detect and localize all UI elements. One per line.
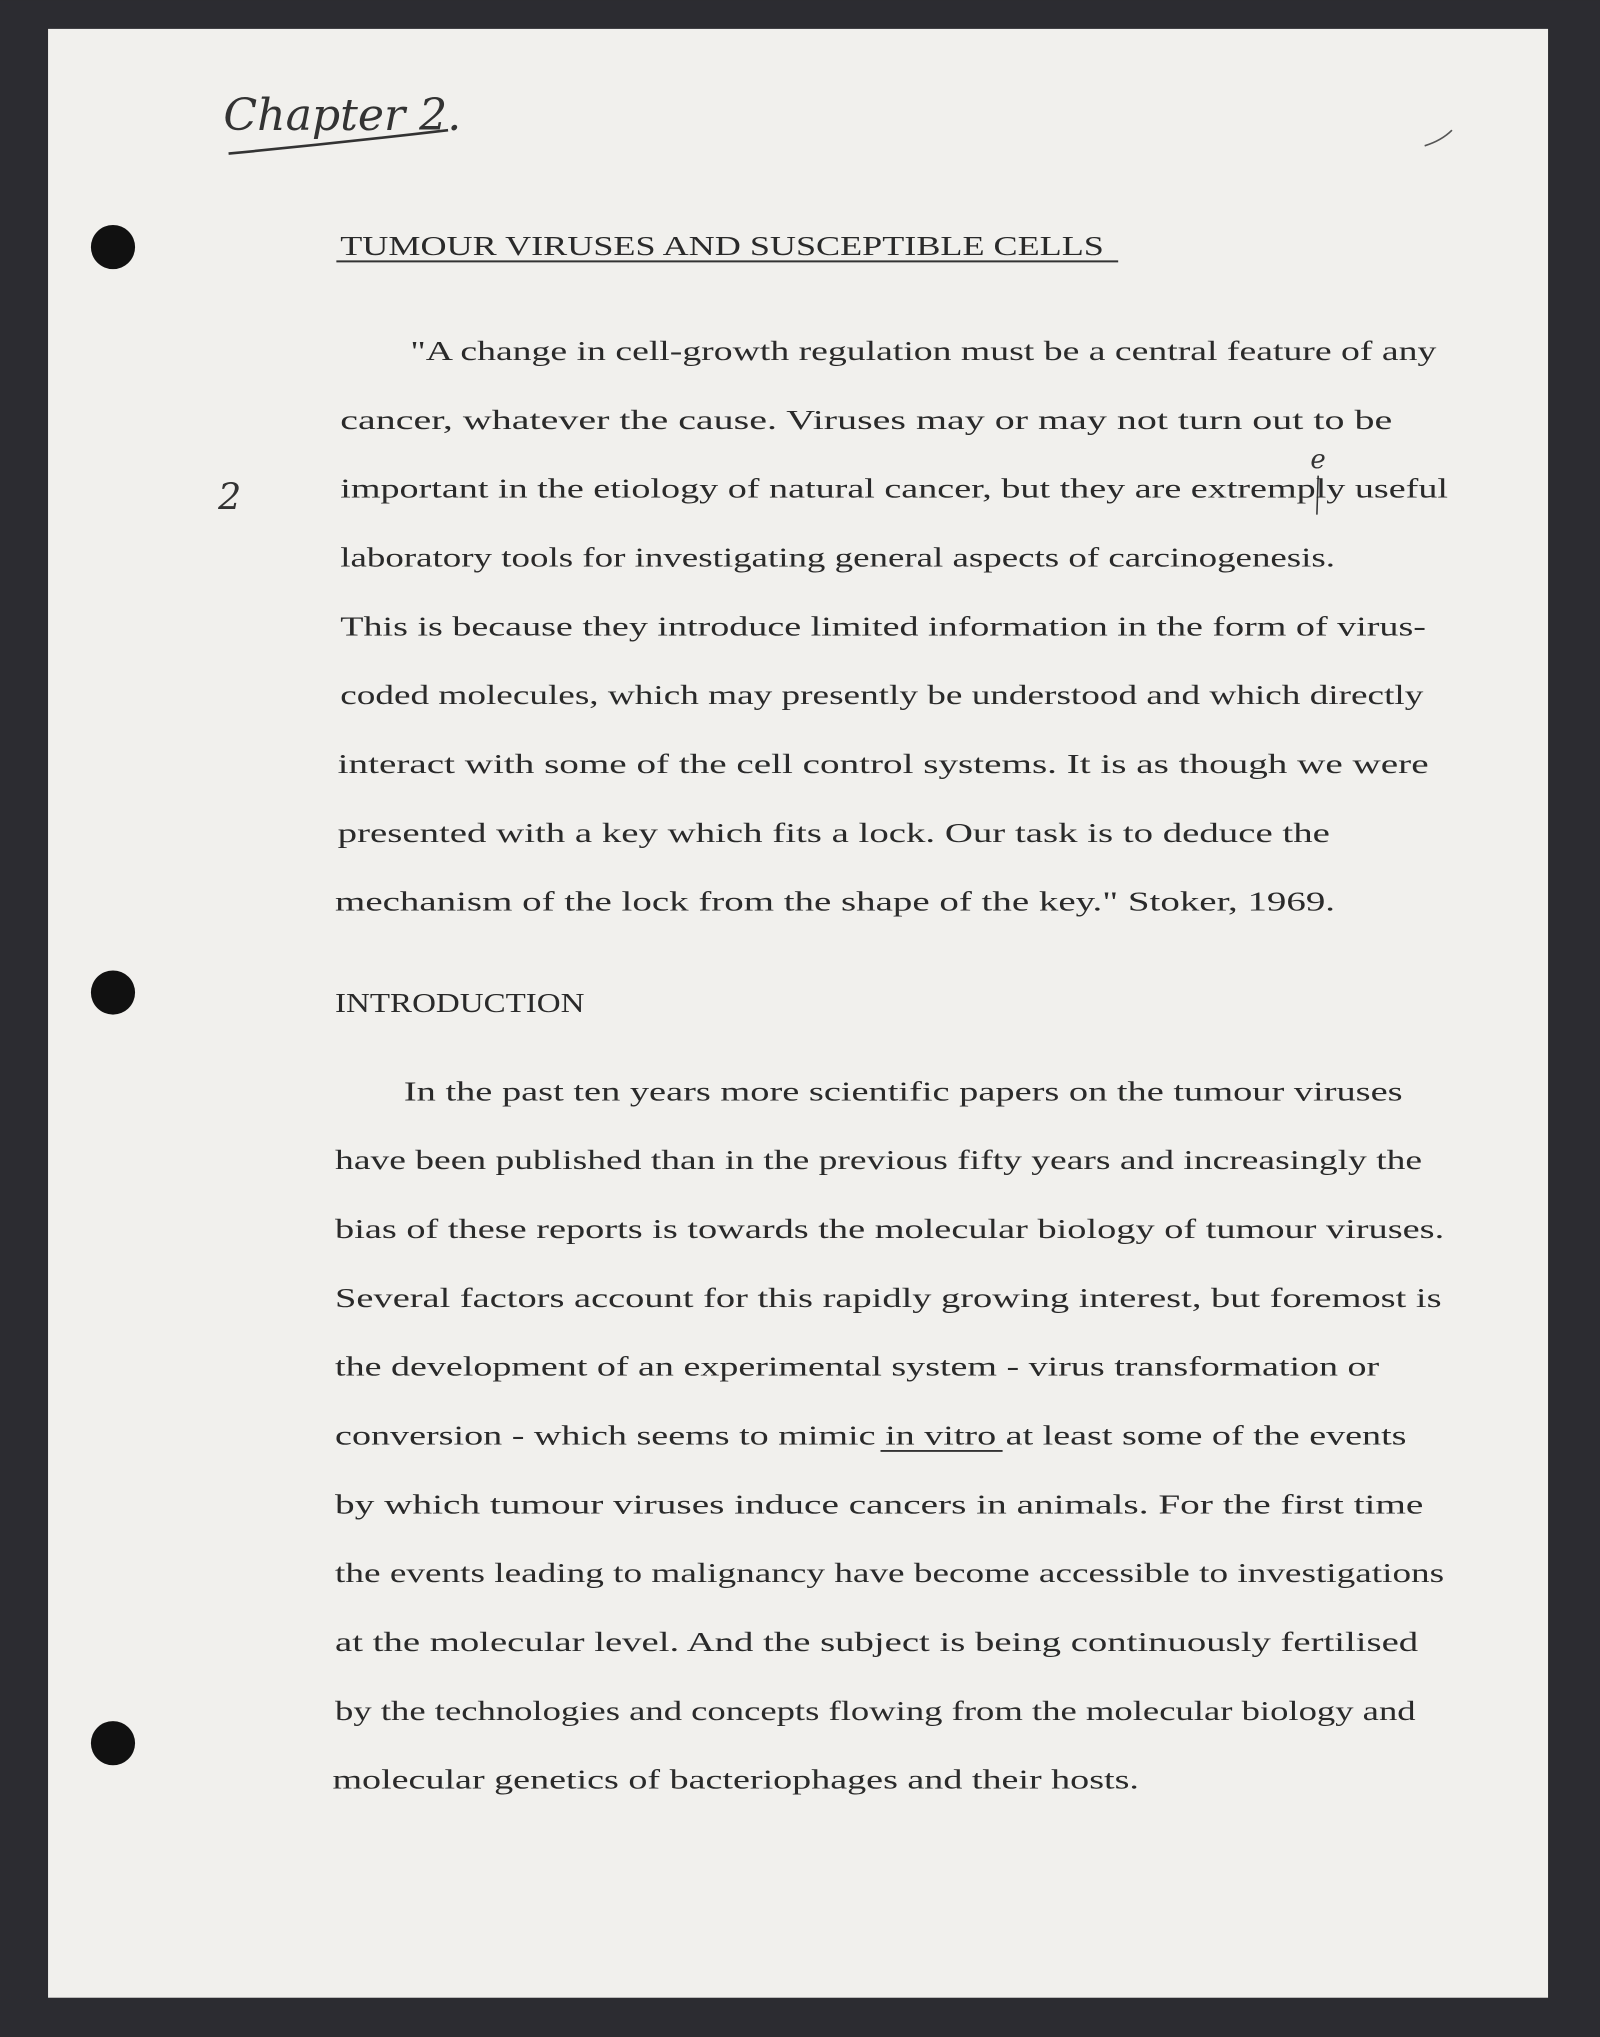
punch-hole (91, 970, 135, 1014)
handwritten-correction: e (1310, 444, 1326, 475)
text-line: In the past ten years more scientific papers on the tumour viruses (403, 1076, 1403, 1107)
text-line: "A change in cell-growth regulation must be a central feature of any (410, 336, 1437, 367)
epigraph-quote (335, 336, 1449, 917)
text-line: presented with a key which fits a lock. Our task is to deduce the (337, 817, 1330, 848)
text-line: the development of an experimental system - virus transformation or (335, 1351, 1380, 1382)
section-heading-introduction: INTRODUCTION (335, 988, 585, 1019)
text-line: bias of these reports is towards the molecular biology of tumour viruses. (335, 1213, 1445, 1244)
text-line: coded molecules, which may presently be understood and which directly (340, 680, 1424, 711)
text-line: have been published than in the previous fifty years and increasingly the (335, 1145, 1423, 1176)
punch-hole (91, 225, 135, 269)
text-line: laboratory tools for investigating general aspects of carcinogenesis. (340, 542, 1336, 573)
text-line: interact with some of the cell control systems. It is as though we were (337, 749, 1429, 780)
text-line: by which tumour viruses induce cancers in animals. For the first time (335, 1489, 1424, 1520)
text-line: Several factors account for this rapidly growing interest, but foremost is (335, 1282, 1442, 1313)
document-heading: TUMOUR VIRUSES AND SUSCEPTIBLE CELLS (340, 230, 1104, 261)
text-line: molecular genetics of bacteriophages and their hosts. (332, 1764, 1139, 1795)
text-line: by the technologies and concepts flowing from the molecular biology and (335, 1695, 1417, 1726)
handwritten-margin-mark: 2 (218, 475, 242, 519)
text-line: important in the etiology of natural cancer, but they are extremply useful (340, 473, 1449, 504)
text-line: cancer, whatever the cause. Viruses may or may not turn out to be (340, 404, 1393, 435)
text-line: mechanism of the lock from the shape of the key." Stoker, 1969. (335, 886, 1336, 917)
text-line: conversion - which seems to mimic in vitro at least some of the events (335, 1420, 1407, 1451)
text-line: the events leading to malignancy have become accessible to investigations (335, 1558, 1445, 1589)
text-line: This is because they introduce limited information in the form of virus- (340, 611, 1426, 642)
handwritten-chapter-note: Chapter 2. (223, 90, 462, 142)
text-line: at the molecular level. And the subject is being continuously fertilised (335, 1626, 1419, 1657)
punch-hole (91, 1721, 135, 1765)
